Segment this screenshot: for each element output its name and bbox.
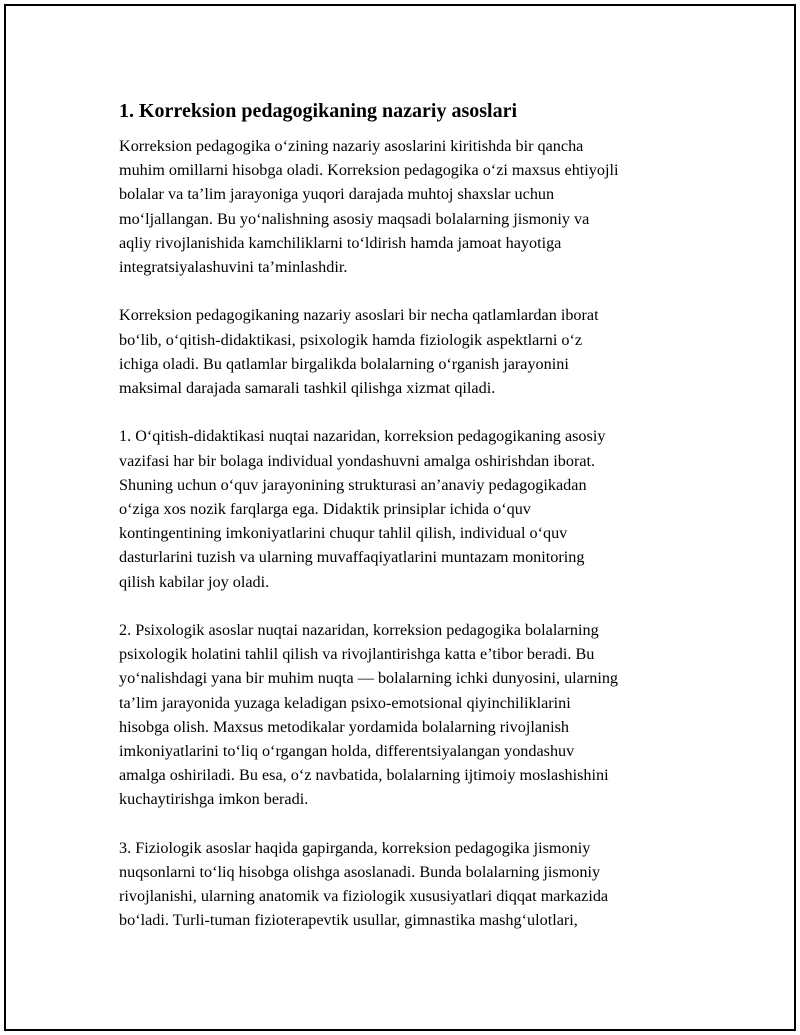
text-line: hisobga olish. Maxsus metodikalar yordamida bolalarning rivojlanish [119, 717, 570, 736]
text-line: psixologik holatini tahlil qilish va rivojlantirishga katta e’tibor beradi. Bu [119, 645, 595, 664]
text-line: rivojlanishi, ularning anatomik va fiziologik xususiyatlari diqqat markazida [119, 887, 609, 906]
page-frame [4, 4, 796, 1031]
text-line: ta’lim jarayonida yuzaga keladigan psixo-emotsional qiyinchiliklarini [119, 693, 571, 712]
text-line: integratsiyalashuvini ta’minlashdir. [119, 258, 348, 277]
text-line: Shuning uchun oʻquv jarayonining strukturasi an’anaviy pedagogikadan [119, 475, 587, 494]
text-line: qilish kabilar joy oladi. [119, 572, 270, 591]
text-line: kontingentining imkoniyatlarini chuqur tahlil qilish, individual oʻquv [119, 524, 568, 543]
text-line: imkoniyatlarini toʻliq oʻrgangan holda, differentsiyalangan yondashuv [119, 742, 575, 761]
paragraph-intro [119, 134, 699, 279]
text-line: amalga oshiriladi. Bu esa, oʻz navbatida, bolalarning ijtimoiy moslashishini [119, 766, 609, 785]
text-line: 1. Oʻqitish-didaktikasi nuqtai nazaridan, korreksion pedagogikaning asosiy [119, 427, 606, 446]
text-line: aqliy rivojlanishida kamchiliklarni toʻldirish hamda jamoat hayotiga [119, 233, 562, 252]
text-line: ichiga oladi. Bu qatlamlar birgalikda bolalarning oʻrganish jarayonini [119, 354, 569, 373]
section-heading: 1. Korreksion pedagogikaning nazariy asoslari [119, 100, 518, 122]
text-line: vazifasi har bir bolaga individual yondashuvni amalga oshirishdan iborat. [119, 451, 596, 470]
document-body [119, 97, 699, 957]
text-line: boʻlib, oʻqitish-didaktikasi, psixologik hamda fiziologik aspektlarni oʻz [119, 330, 583, 349]
text-line: boʻladi. Turli-tuman fizioterapevtik usullar, gimnastika mashgʻulotlari, [119, 911, 578, 930]
paragraph-psychology [119, 618, 699, 812]
text-line: bolalar va ta’lim jarayoniga yuqori darajada muhtoj shaxslar uchun [119, 185, 555, 204]
text-line: kuchaytirishga imkon beradi. [119, 790, 309, 809]
text-line: Korreksion pedagogika oʻzining nazariy asoslarini kiritishda bir qancha [119, 137, 584, 155]
paragraph-didactics [119, 424, 699, 593]
text-line: dasturlarini tuzish va ularning muvaffaqiyatlarini muntazam monitoring [119, 548, 585, 567]
text-line: yoʻnalishdagi yana bir muhim nuqta — bolalarning ichki dunyosini, ularning [119, 669, 619, 688]
text-line: Korreksion pedagogikaning nazariy asoslari bir necha qatlamlardan iborat [119, 306, 599, 325]
paragraph-layers [119, 303, 699, 400]
text-line: moʻljallangan. Bu yoʻnalishning asosiy maqsadi bolalarning jismoniy va [119, 209, 590, 228]
text-line: 2. Psixologik asoslar nuqtai nazaridan, korreksion pedagogika bolalarning [119, 621, 599, 640]
text-line: oʻziga xos nozik farqlarga ega. Didaktik prinsiplar ichida oʻquv [119, 500, 531, 519]
paragraph-physiology [119, 836, 699, 933]
text-line: nuqsonlarni toʻliq hisobga olishga asoslanadi. Bunda bolalarning jismoniy [119, 863, 601, 882]
text-line: 3. Fiziologik asoslar haqida gapirganda, korreksion pedagogika jismoniy [119, 838, 591, 857]
text-line: muhim omillarni hisobga oladi. Korreksion pedagogika oʻzi maxsus ehtiyojli [119, 161, 619, 180]
text-line: maksimal darajada samarali tashkil qilishga xizmat qiladi. [119, 379, 496, 398]
